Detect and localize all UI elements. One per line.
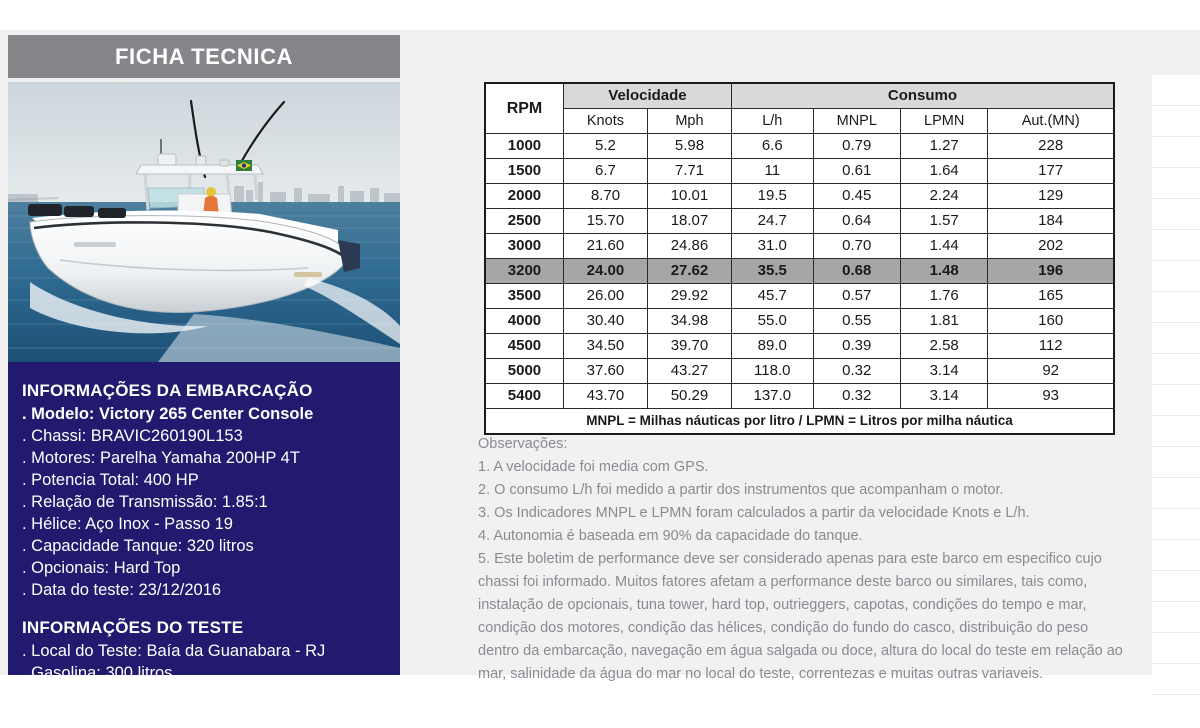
table-row	[485, 209, 1114, 234]
cell-aut-mn: 196	[988, 259, 1114, 284]
cell-mph: 5.98	[647, 134, 731, 159]
cell-l-h: 89.0	[731, 334, 813, 359]
cell-knots: 30.40	[563, 309, 647, 334]
table-row	[485, 184, 1114, 209]
col-header-knots: Knots	[563, 109, 647, 134]
cell-l-h: 118.0	[731, 359, 813, 384]
cell-aut-mn: 202	[988, 234, 1114, 259]
cell-l-h: 19.5	[731, 184, 813, 209]
cell-mph: 34.98	[647, 309, 731, 334]
cell-lpmn: 1.81	[900, 309, 987, 334]
cell-aut-mn: 228	[988, 134, 1114, 159]
observation-item: 2. O consumo L/h foi medido a partir dos instrumentos que acompanham o motor.	[478, 482, 1004, 498]
cell-aut-mn: 112	[988, 334, 1114, 359]
page-title-bar	[8, 35, 400, 78]
test-info-item: . Tripulantes a bordo: (5) 400 Kgs	[22, 708, 267, 726]
observation-item: 3. Os Indicadores MNPL e LPMN foram calculados a partir da velocidade Knots e L/h.	[478, 505, 1030, 521]
cell-knots: 43.70	[563, 384, 647, 409]
test-info-item: . Gasolina: 300 litros	[22, 664, 173, 682]
cell-aut-mn: 165	[988, 284, 1114, 309]
table-row	[485, 284, 1114, 309]
spreadsheet-cell[interactable]	[1152, 292, 1200, 323]
left-column	[0, 30, 405, 726]
cell-l-h: 45.7	[731, 284, 813, 309]
cell-mph: 29.92	[647, 284, 731, 309]
cell-l-h: 11	[731, 159, 813, 184]
cell-knots: 21.60	[563, 234, 647, 259]
boat-info-item: . Motores: Parelha Yamaha 200HP 4T	[22, 449, 300, 467]
test-info-heading: INFORMAÇÕES DO TESTE	[22, 618, 244, 637]
cell-rpm: 4000	[485, 309, 563, 334]
cell-mph: 39.70	[647, 334, 731, 359]
cell-lpmn: 2.58	[900, 334, 987, 359]
cell-lpmn: 1.48	[900, 259, 987, 284]
observations-heading: Observações:	[478, 436, 568, 452]
cell-mph: 7.71	[647, 159, 731, 184]
cell-aut-mn: 184	[988, 209, 1114, 234]
spreadsheet-cell[interactable]	[1152, 137, 1200, 168]
table-row	[485, 334, 1114, 359]
cell-rpm: 5400	[485, 384, 563, 409]
test-info-item: . Água: 60 Litros	[22, 686, 143, 704]
cell-knots: 15.70	[563, 209, 647, 234]
table-row	[485, 134, 1114, 159]
spreadsheet-cell[interactable]	[1152, 230, 1200, 261]
cell-lpmn: 1.76	[900, 284, 987, 309]
cell-mnpl: 0.55	[813, 309, 900, 334]
spreadsheet-cell[interactable]	[1152, 199, 1200, 230]
cell-rpm: 4500	[485, 334, 563, 359]
spreadsheet-cell[interactable]	[1152, 664, 1200, 695]
cell-l-h: 6.6	[731, 134, 813, 159]
cell-rpm: 1500	[485, 159, 563, 184]
col-header-rpm: RPM	[485, 83, 563, 134]
cell-rpm: 1000	[485, 134, 563, 159]
cell-l-h: 137.0	[731, 384, 813, 409]
table-footnote-row	[485, 409, 1114, 435]
cell-mnpl: 0.70	[813, 234, 900, 259]
cell-mnpl: 0.39	[813, 334, 900, 359]
cell-mph: 27.62	[647, 259, 731, 284]
spreadsheet-cell[interactable]	[1152, 602, 1200, 633]
table-row	[485, 309, 1114, 334]
observation-item: 4. Autonomia é baseada em 90% da capacidade do tanque.	[478, 528, 863, 544]
table-row	[485, 159, 1114, 184]
boat-info-item: . Modelo: Victory 265 Center Console	[22, 405, 314, 423]
cell-knots: 37.60	[563, 359, 647, 384]
cell-aut-mn: 177	[988, 159, 1114, 184]
boat-info-heading: INFORMAÇÕES DA EMBARCAÇÃO	[22, 381, 313, 400]
cell-lpmn: 3.14	[900, 384, 987, 409]
table-row	[485, 234, 1114, 259]
boat-info-item: . Capacidade Tanque: 320 litros	[22, 537, 254, 555]
spreadsheet-cell[interactable]	[1152, 447, 1200, 478]
col-group-consumo: Consumo	[731, 83, 1114, 109]
observation-paragraph: 5. Este boletim de performance deve ser considerado apenas para este barco em especifico cujo chassi foi informado. Muitos fatores afetam a performance deste barco ou similares, tais como, instalação de opcionais, tuna tower, hard top, outrieggers, capotas, condições do tempo e mar, condição dos motores, condição das hélices, condição do fundo do casco, distribuição do peso dentro da embarcação, navegação em água salgada ou doce, altura do local do teste em relação ao mar, salinidade da água do mar no local do teste, correntezas e muitas outras variaveis.	[478, 551, 1123, 682]
cell-mnpl: 0.45	[813, 184, 900, 209]
performance-table	[484, 82, 1115, 435]
observation-item: 1. A velocidade foi media com GPS.	[478, 459, 709, 475]
cell-mph: 10.01	[647, 184, 731, 209]
table-group-header-row	[485, 83, 1114, 109]
cell-aut-mn: 93	[988, 384, 1114, 409]
cell-mnpl: 0.32	[813, 384, 900, 409]
cell-knots: 34.50	[563, 334, 647, 359]
boat-info-item: . Chassi: BRAVIC260190L153	[22, 427, 243, 445]
spreadsheet-empty-cells[interactable]	[1152, 75, 1200, 675]
boat-photo	[8, 82, 400, 362]
cell-rpm: 2000	[485, 184, 563, 209]
spreadsheet-cell[interactable]	[1152, 540, 1200, 571]
cell-l-h: 31.0	[731, 234, 813, 259]
boat-info-item: . Hélice: Aço Inox - Passo 19	[22, 515, 233, 533]
cell-rpm: 2500	[485, 209, 563, 234]
cell-mnpl: 0.79	[813, 134, 900, 159]
spreadsheet-cell[interactable]	[1152, 478, 1200, 509]
spreadsheet-cell[interactable]	[1152, 571, 1200, 602]
col-header-lpmn: LPMN	[900, 109, 987, 134]
cell-lpmn: 1.64	[900, 159, 987, 184]
table-row	[485, 359, 1114, 384]
cell-aut-mn: 160	[988, 309, 1114, 334]
cell-aut-mn: 129	[988, 184, 1114, 209]
col-header-mnpl: MNPL	[813, 109, 900, 134]
boat-info-item: . Potencia Total: 400 HP	[22, 471, 199, 489]
table-row	[485, 384, 1114, 409]
cell-l-h: 35.5	[731, 259, 813, 284]
spreadsheet-cell[interactable]	[1152, 633, 1200, 664]
cell-rpm: 5000	[485, 359, 563, 384]
fact-sheet	[0, 30, 1140, 726]
cell-mph: 43.27	[647, 359, 731, 384]
cell-mnpl: 0.61	[813, 159, 900, 184]
spreadsheet-cell[interactable]	[1152, 323, 1200, 354]
boat-info-item: . Data do teste: 23/12/2016	[22, 581, 222, 599]
cell-mnpl: 0.32	[813, 359, 900, 384]
right-column	[405, 30, 1140, 682]
col-header-lh: L/h	[731, 109, 813, 134]
cell-rpm: 3000	[485, 234, 563, 259]
cell-mph: 24.86	[647, 234, 731, 259]
spreadsheet-cell[interactable]	[1152, 509, 1200, 540]
table-row	[485, 259, 1114, 284]
spreadsheet-cell[interactable]	[1152, 106, 1200, 137]
test-info-item: . Local do Teste: Baía da Guanabara - RJ	[22, 642, 326, 660]
cell-mph: 50.29	[647, 384, 731, 409]
performance-table-head	[485, 83, 1114, 134]
cell-knots: 6.7	[563, 159, 647, 184]
cell-knots: 8.70	[563, 184, 647, 209]
col-group-velocidade: Velocidade	[563, 83, 731, 109]
cell-l-h: 55.0	[731, 309, 813, 334]
spreadsheet-cell[interactable]	[1152, 354, 1200, 385]
performance-table-body	[485, 134, 1114, 409]
cell-knots: 26.00	[563, 284, 647, 309]
cell-lpmn: 3.14	[900, 359, 987, 384]
boat-info-panel	[8, 362, 400, 726]
spreadsheet-cell[interactable]	[1152, 385, 1200, 416]
cell-mnpl: 0.64	[813, 209, 900, 234]
cell-aut-mn: 92	[988, 359, 1114, 384]
table-sub-header-row	[485, 109, 1114, 134]
cell-rpm: 3500	[485, 284, 563, 309]
spreadsheet-cell[interactable]	[1152, 75, 1200, 106]
cell-mnpl: 0.57	[813, 284, 900, 309]
performance-table-foot	[485, 409, 1114, 435]
page-title: FICHA TECNICA	[114, 43, 294, 69]
cell-rpm: 3200	[485, 259, 563, 284]
cell-lpmn: 1.27	[900, 134, 987, 159]
spreadsheet-cell[interactable]	[1152, 168, 1200, 199]
spreadsheet-cell[interactable]	[1152, 261, 1200, 292]
cell-knots: 24.00	[563, 259, 647, 284]
spreadsheet-cell[interactable]	[1152, 416, 1200, 447]
col-header-mph: Mph	[647, 109, 731, 134]
cell-l-h: 24.7	[731, 209, 813, 234]
cell-knots: 5.2	[563, 134, 647, 159]
cell-mph: 18.07	[647, 209, 731, 234]
boat-info-item: . Relação de Transmissão: 1.85:1	[22, 493, 268, 511]
table-footnote: MNPL = Milhas náuticas por litro / LPMN = Litros por milha náutica	[485, 409, 1114, 435]
cell-lpmn: 1.44	[900, 234, 987, 259]
boat-photo-illustration	[8, 82, 400, 362]
cell-lpmn: 1.57	[900, 209, 987, 234]
col-header-aut: Aut.(MN)	[988, 109, 1114, 134]
cell-lpmn: 2.24	[900, 184, 987, 209]
observations-block	[478, 433, 1128, 686]
cell-mnpl: 0.68	[813, 259, 900, 284]
boat-info-item: . Opcionais: Hard Top	[22, 559, 181, 577]
